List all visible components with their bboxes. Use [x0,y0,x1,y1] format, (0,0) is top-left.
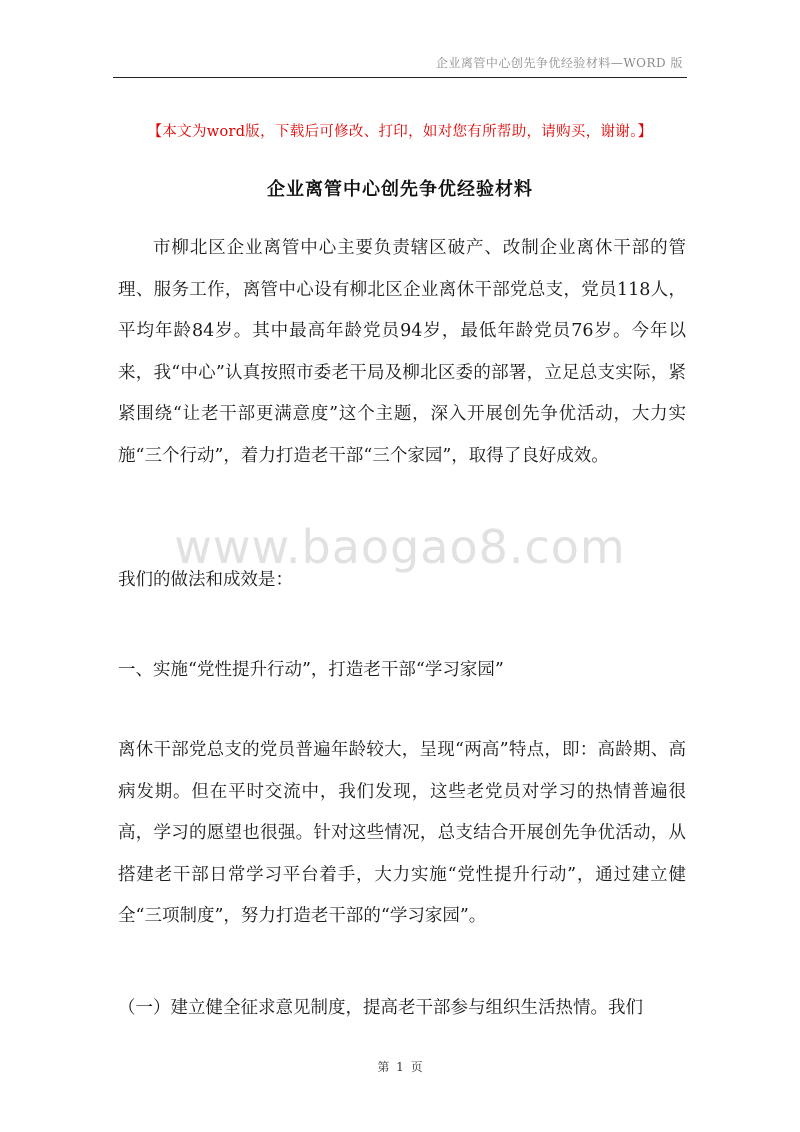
body-paragraph-section-1: 离休干部党总支的党员普遍年龄较大，呈现“两高”特点，即：高龄期、高病发期。但在平时交流中，我们发现，这些老党员对学习的热情普遍很高，学习的愿望也很强。针对这些情况，总支结合开展创先争优活动，从搭建老干部日常学习平台着手，大力实施“党性提升行动”，通过建立健全“三项制度”，努力打造老干部的“学习家园”。 [118,740,686,926]
header-rule [113,77,687,78]
body-paragraph-method-lead: 我们的做法和成效是： [118,570,293,590]
document-title: 企业离管中心创先争优经验材料 [267,179,533,200]
body-paragraph-intro: 市柳北区企业离管中心主要负责辖区破产、改制企业离休干部的管理、服务工作，离管中心设有柳北区企业离休干部党总支，党员118人，平均年龄84岁。其中最高年龄党员94岁，最低年龄党员76岁。今年以来，我“中心”认真按照市委老干局及柳北区委的部署，立足总支实际，紧紧围绕“让老干部更满意度”这个主题，深入开展创先争优活动，大力实施“三个行动”，着力打造老干部“三个家园”，取得了良好成效。 [118,238,686,466]
download-notice: 【本文为word版，下载后可修改、打印，如对您有所帮助，请购买，谢谢。】 [147,124,653,140]
page-number: 第 1 页 [377,1060,423,1074]
section-heading-1: 一、实施“党性提升行动”，打造老干部“学习家园” [118,660,504,680]
subsection-heading-1-1: （一）建立健全征求意见制度，提高老干部参与组织生活热情。我们 [118,998,643,1018]
watermark: www.baogao8.com [174,520,626,574]
running-header: 企业离管中心创先争优经验材料—WORD 版 [435,56,683,70]
